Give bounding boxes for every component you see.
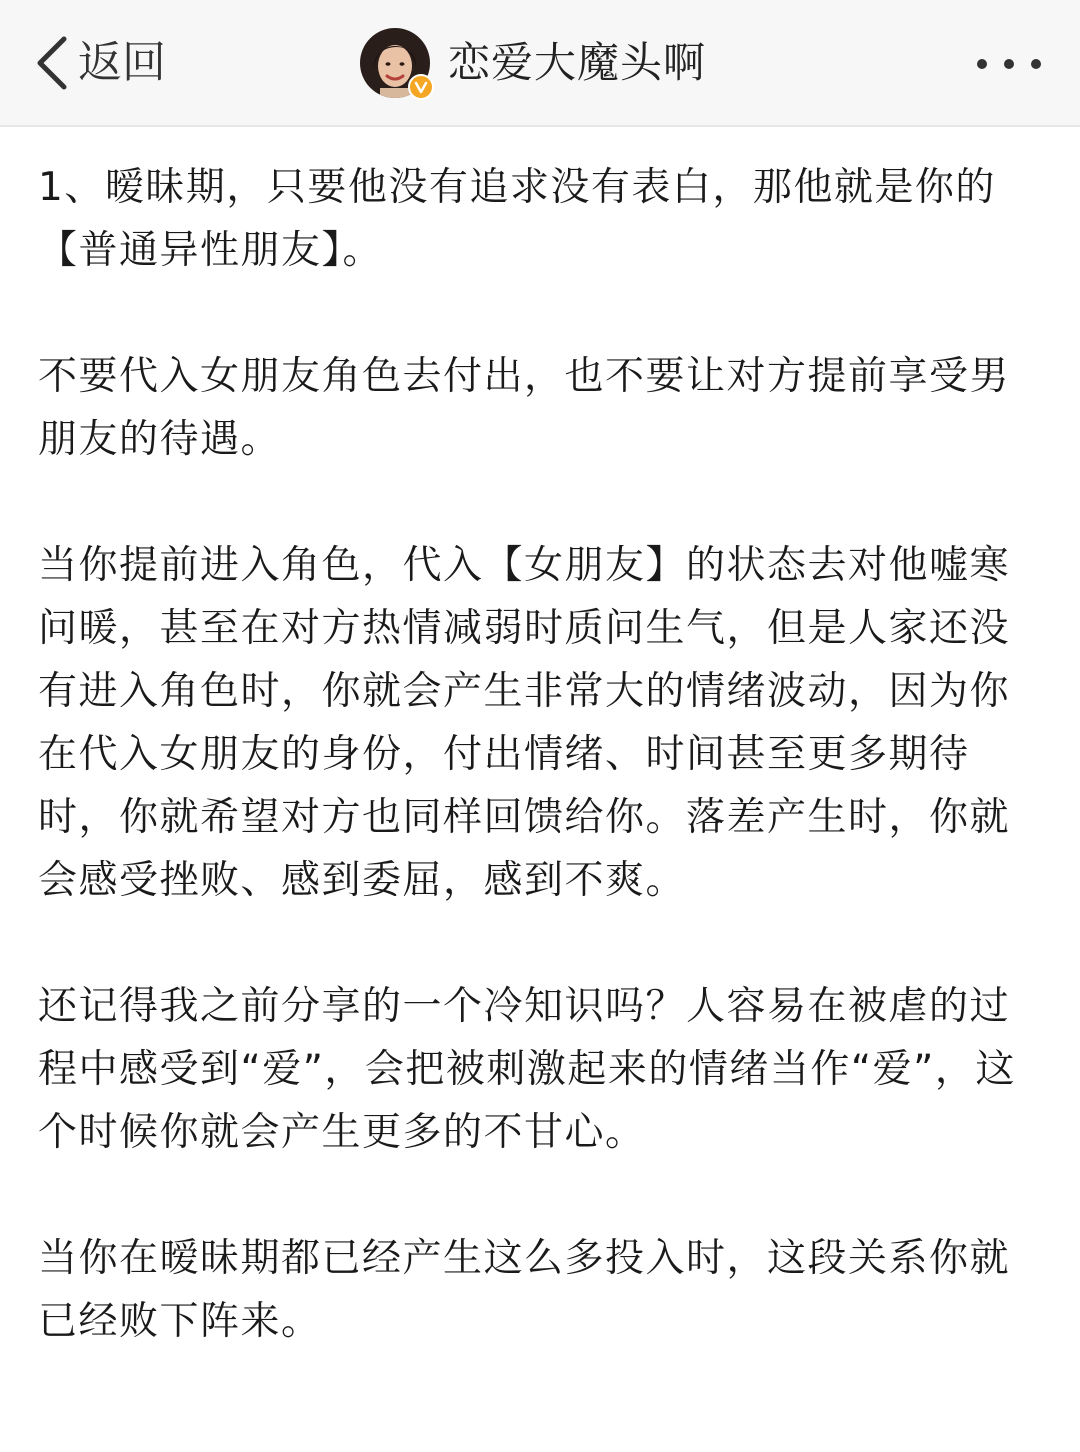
- paragraph-2: 不要代入女朋友角色去付出，也不要让对方提前享受男朋友的待遇。: [38, 354, 1011, 462]
- more-options-button[interactable]: [974, 44, 1044, 84]
- profile-header[interactable]: [360, 27, 706, 99]
- verified-v-icon: [408, 74, 434, 100]
- paragraph-4: 还记得我之前分享的一个冷知识吗？人容易在被虐的过程中感受到“爱”，会把被刺激起来的情绪当作“爱”，这个时候你就会产生更多的不甘心。: [38, 984, 1016, 1155]
- post-body: [38, 156, 1042, 1416]
- more-dots-icon: [974, 44, 1044, 84]
- back-label: 返回: [78, 37, 166, 88]
- paragraph-5: 当你在暧昧期都已经产生这么多投入时，这段关系你就已经败下阵来。: [38, 1236, 1011, 1344]
- back-button[interactable]: [30, 30, 166, 96]
- top-nav-bar: [0, 0, 1080, 127]
- profile-name[interactable]: 恋爱大魔头啊: [448, 38, 707, 87]
- paragraph-1: 1、暧昧期，只要他没有追求没有表白，那他就是你的【普通异性朋友】。: [38, 165, 996, 273]
- avatar-container[interactable]: [360, 28, 430, 98]
- paragraph-3: 当你提前进入角色，代入【女朋友】的状态去对他嘘寒问暖，甚至在对方热情减弱时质问生气，但是人家还没有进入角色时，你就会产生非常大的情绪波动，因为你在代入女朋友的身份，付出情绪、时间甚至更多期待时，你就希望对方也同样回馈给你。落差产生时，你就会感受挫败、感到委屈，感到不爽。: [38, 543, 1011, 903]
- chevron-left-icon: [30, 33, 72, 93]
